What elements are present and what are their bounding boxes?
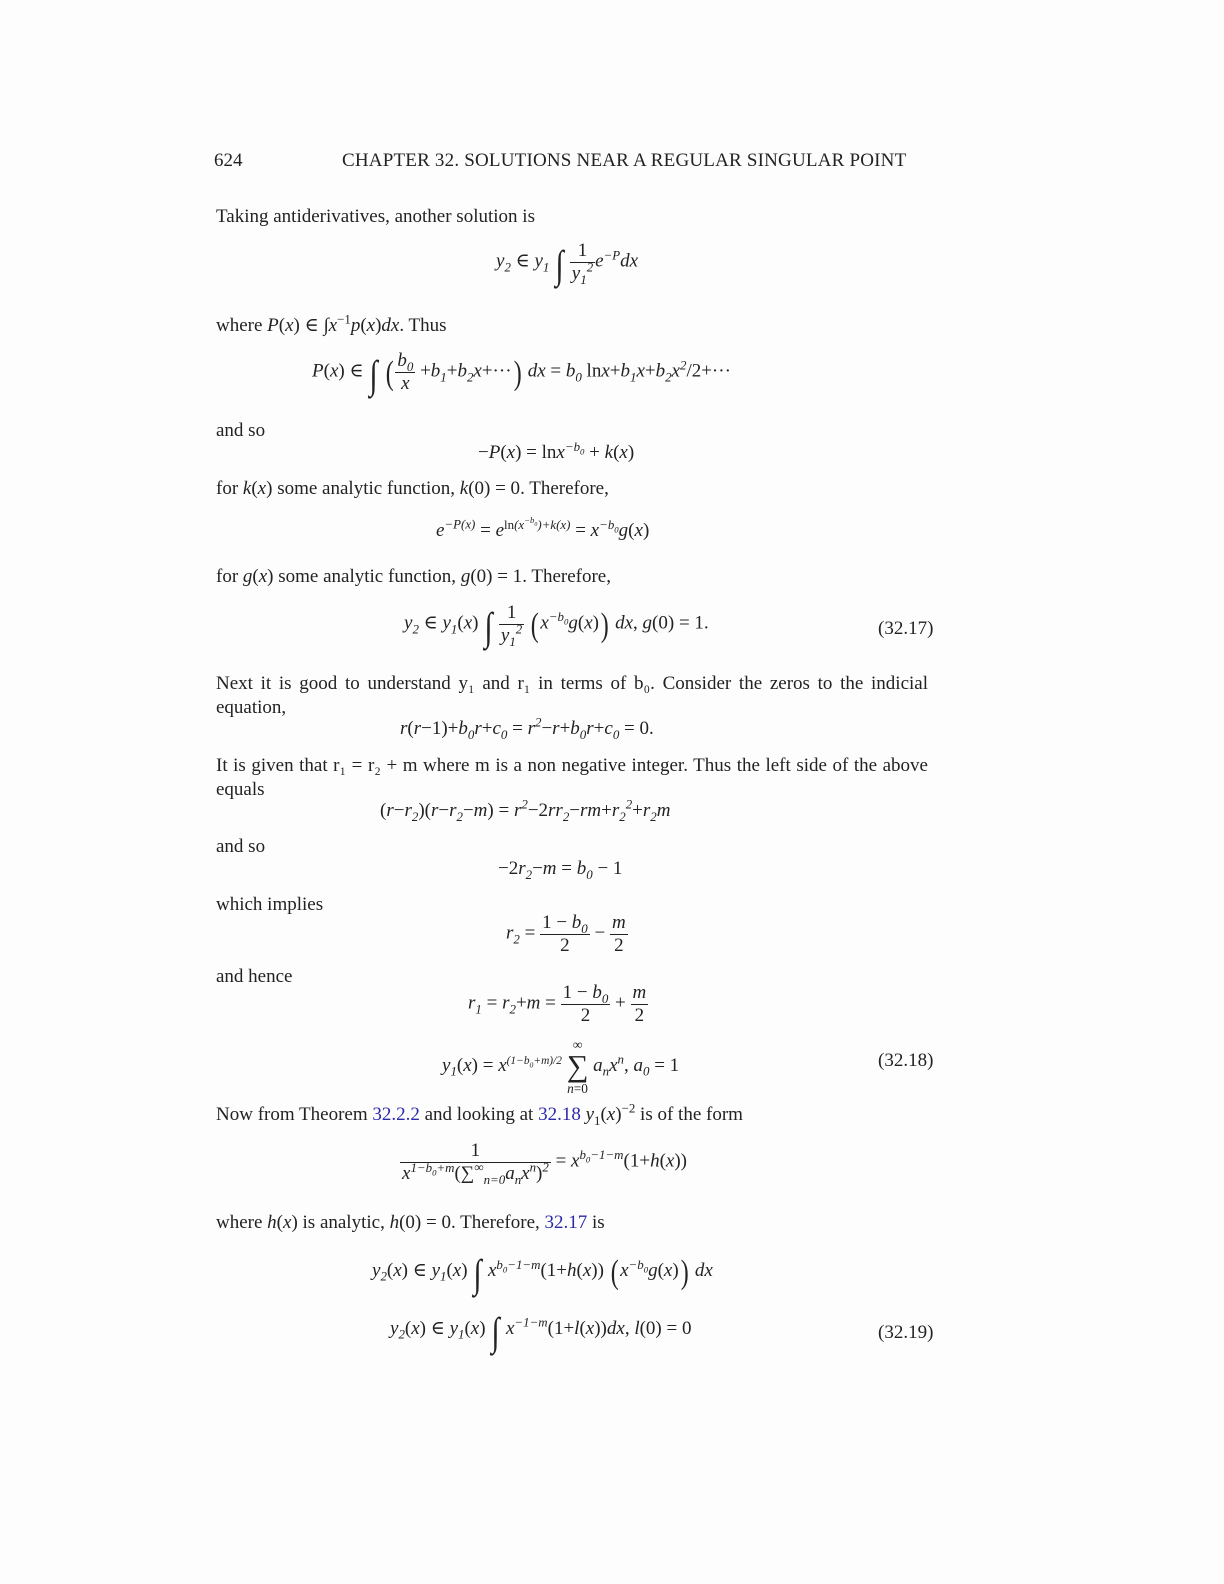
equation-link-32-18[interactable]: 32.18 (538, 1104, 581, 1125)
text-thus: . Thus (399, 315, 447, 336)
equation-number-32-17: (32.17) (878, 618, 934, 639)
text-is-of-form: is of the form (635, 1104, 743, 1125)
text-for-g: for (216, 566, 243, 587)
paragraph-and-hence: and hence (216, 966, 293, 987)
paragraph-and-so-2: and so (216, 836, 266, 857)
text-where: where (216, 315, 268, 336)
paragraph-and-so-1: and so (216, 420, 266, 441)
equation-32-19: $y_2(x)$ ∈ $y_1(x)$ ∫ $x^{-1-m}(1+l(x))dx$, l(0) = 0 (390, 1309, 692, 1354)
text-for: for (216, 478, 243, 499)
equation-r2: $r_2$ = $\frac{1 - b_0}{2}$ − $\frac{m}{2}$ (506, 912, 626, 956)
equation-factored: $(r-r_2)(r-r_2-m) = r^2-2rr_2-rm+r_2^2+r_2m$ (380, 796, 671, 824)
equation-y1-inverse-square: $\frac{1}{x^{1-b_0+m}(\sum^\infty_{n=0}a_nx^n)^2}$ = $x^{b_0-1-m}(1+h(x))$ (402, 1140, 687, 1187)
paragraph-for-g: for g(x) some analytic function, g(0) = 1. Therefore, (216, 566, 611, 587)
text-some-analytic: some analytic function, (272, 478, 460, 499)
equation-r1: $r_1 = r_2+m$ = $\frac{1 - b_0}{2}$ + $\frac{m}{2}$ (468, 982, 647, 1026)
text-is-analytic: is analytic, (297, 1212, 390, 1233)
paragraph-indicial: Next it is good to understand y₁ and r₁ in terms of b₀. Consider the zeros to the indicial equation, (216, 673, 928, 718)
text-some-analytic-g: some analytic function, (273, 566, 461, 587)
paragraph-antiderivatives: Taking antiderivatives, another solution is (216, 206, 535, 227)
equation-indicial: $r(r-1)+b_0r+c_0 = r^2-r+b_0r+c_0 = 0$. (400, 714, 654, 742)
equation-exp-minus-P: $e^{-P(x)} = e^{ln(x^{-b_0})+k(x)} = x^{-b_0}g(x)$ (436, 515, 650, 541)
equation-y2-expanded: $y_2(x)$ ∈ $y_1(x)$ ∫ $x^{b_0-1-m}(1+h(x))$ $(x^{-b_0}g(x))$ dx (372, 1251, 713, 1296)
page-number: 624 (214, 150, 243, 171)
equation-32-18: $y_1(x) = x^{(1-b_0+m)/2}$ ∞ ∑ n=0 $a_nx^n$, $a_0 = 1$ (442, 1037, 680, 1096)
equation-P-expansion: P(x) ∈ ∫ ( $\frac{b_0}{x}$ $+b_1+b_2x+\cdot\cdot\cdot$) dx = $b_0$ $\ln x+b_1x+b_2x^2/2+\cdot\cdot\cdot$ (312, 350, 731, 397)
text-therefore-g: . Therefore, (522, 566, 611, 587)
equation-minus-P: −P(x) = lnx$^{-b_0}$ + k(x) (478, 438, 635, 463)
paragraph-theorem: Now from Theorem 32.2.2 and looking at 32.18 $y_1(x)^{-2}$ is of the form (216, 1100, 743, 1128)
text-therefore: . Therefore, (520, 478, 609, 499)
text-is: is (587, 1212, 605, 1233)
text-therefore-h: . Therefore, (450, 1212, 545, 1233)
theorem-link-32-2-2[interactable]: 32.2.2 (372, 1104, 420, 1125)
text-now-from: Now from Theorem (216, 1104, 373, 1125)
paragraph-which-implies: which implies (216, 894, 324, 915)
equation-number-32-18: (32.18) (878, 1050, 934, 1071)
paragraph-where-h: where h(x) is analytic, h(0) = 0. Therefore, 32.17 is (216, 1212, 605, 1233)
running-header: CHAPTER 32. SOLUTIONS NEAR A REGULAR SINGULAR POINT (342, 150, 907, 171)
text-looking-at: and looking at (419, 1104, 539, 1125)
equation-b0-relation: $-2r_2-m = b_0 - 1$ (498, 858, 623, 882)
paragraph-for-k: for k(x) some analytic function, k(0) = 0. Therefore, (216, 478, 609, 499)
paragraph-where-P: where P(x) ∈ $\int x^{-1}p(x)dx$. Thus (216, 311, 447, 336)
paragraph-given: It is given that r₁ = r₂ + m where m is a non negative integer. Thus the left side of the above equals (216, 755, 928, 800)
equation-link-32-17[interactable]: 32.17 (544, 1212, 588, 1233)
text-where-h: where (216, 1212, 268, 1233)
equation-number-32-19: (32.19) (878, 1322, 934, 1343)
equation-y2-integral: $y_2$ ∈ $y_1$ ∫ $\frac{1}{y_1^2}$ $e^{-P}dx$ (496, 240, 639, 287)
equation-32-17: $y_2$ ∈ $y_1(x)$ ∫ $\frac{1}{y_1^2}$ $(x^{-b_0}g(x))$ dx, g(0) = 1. (404, 602, 709, 649)
